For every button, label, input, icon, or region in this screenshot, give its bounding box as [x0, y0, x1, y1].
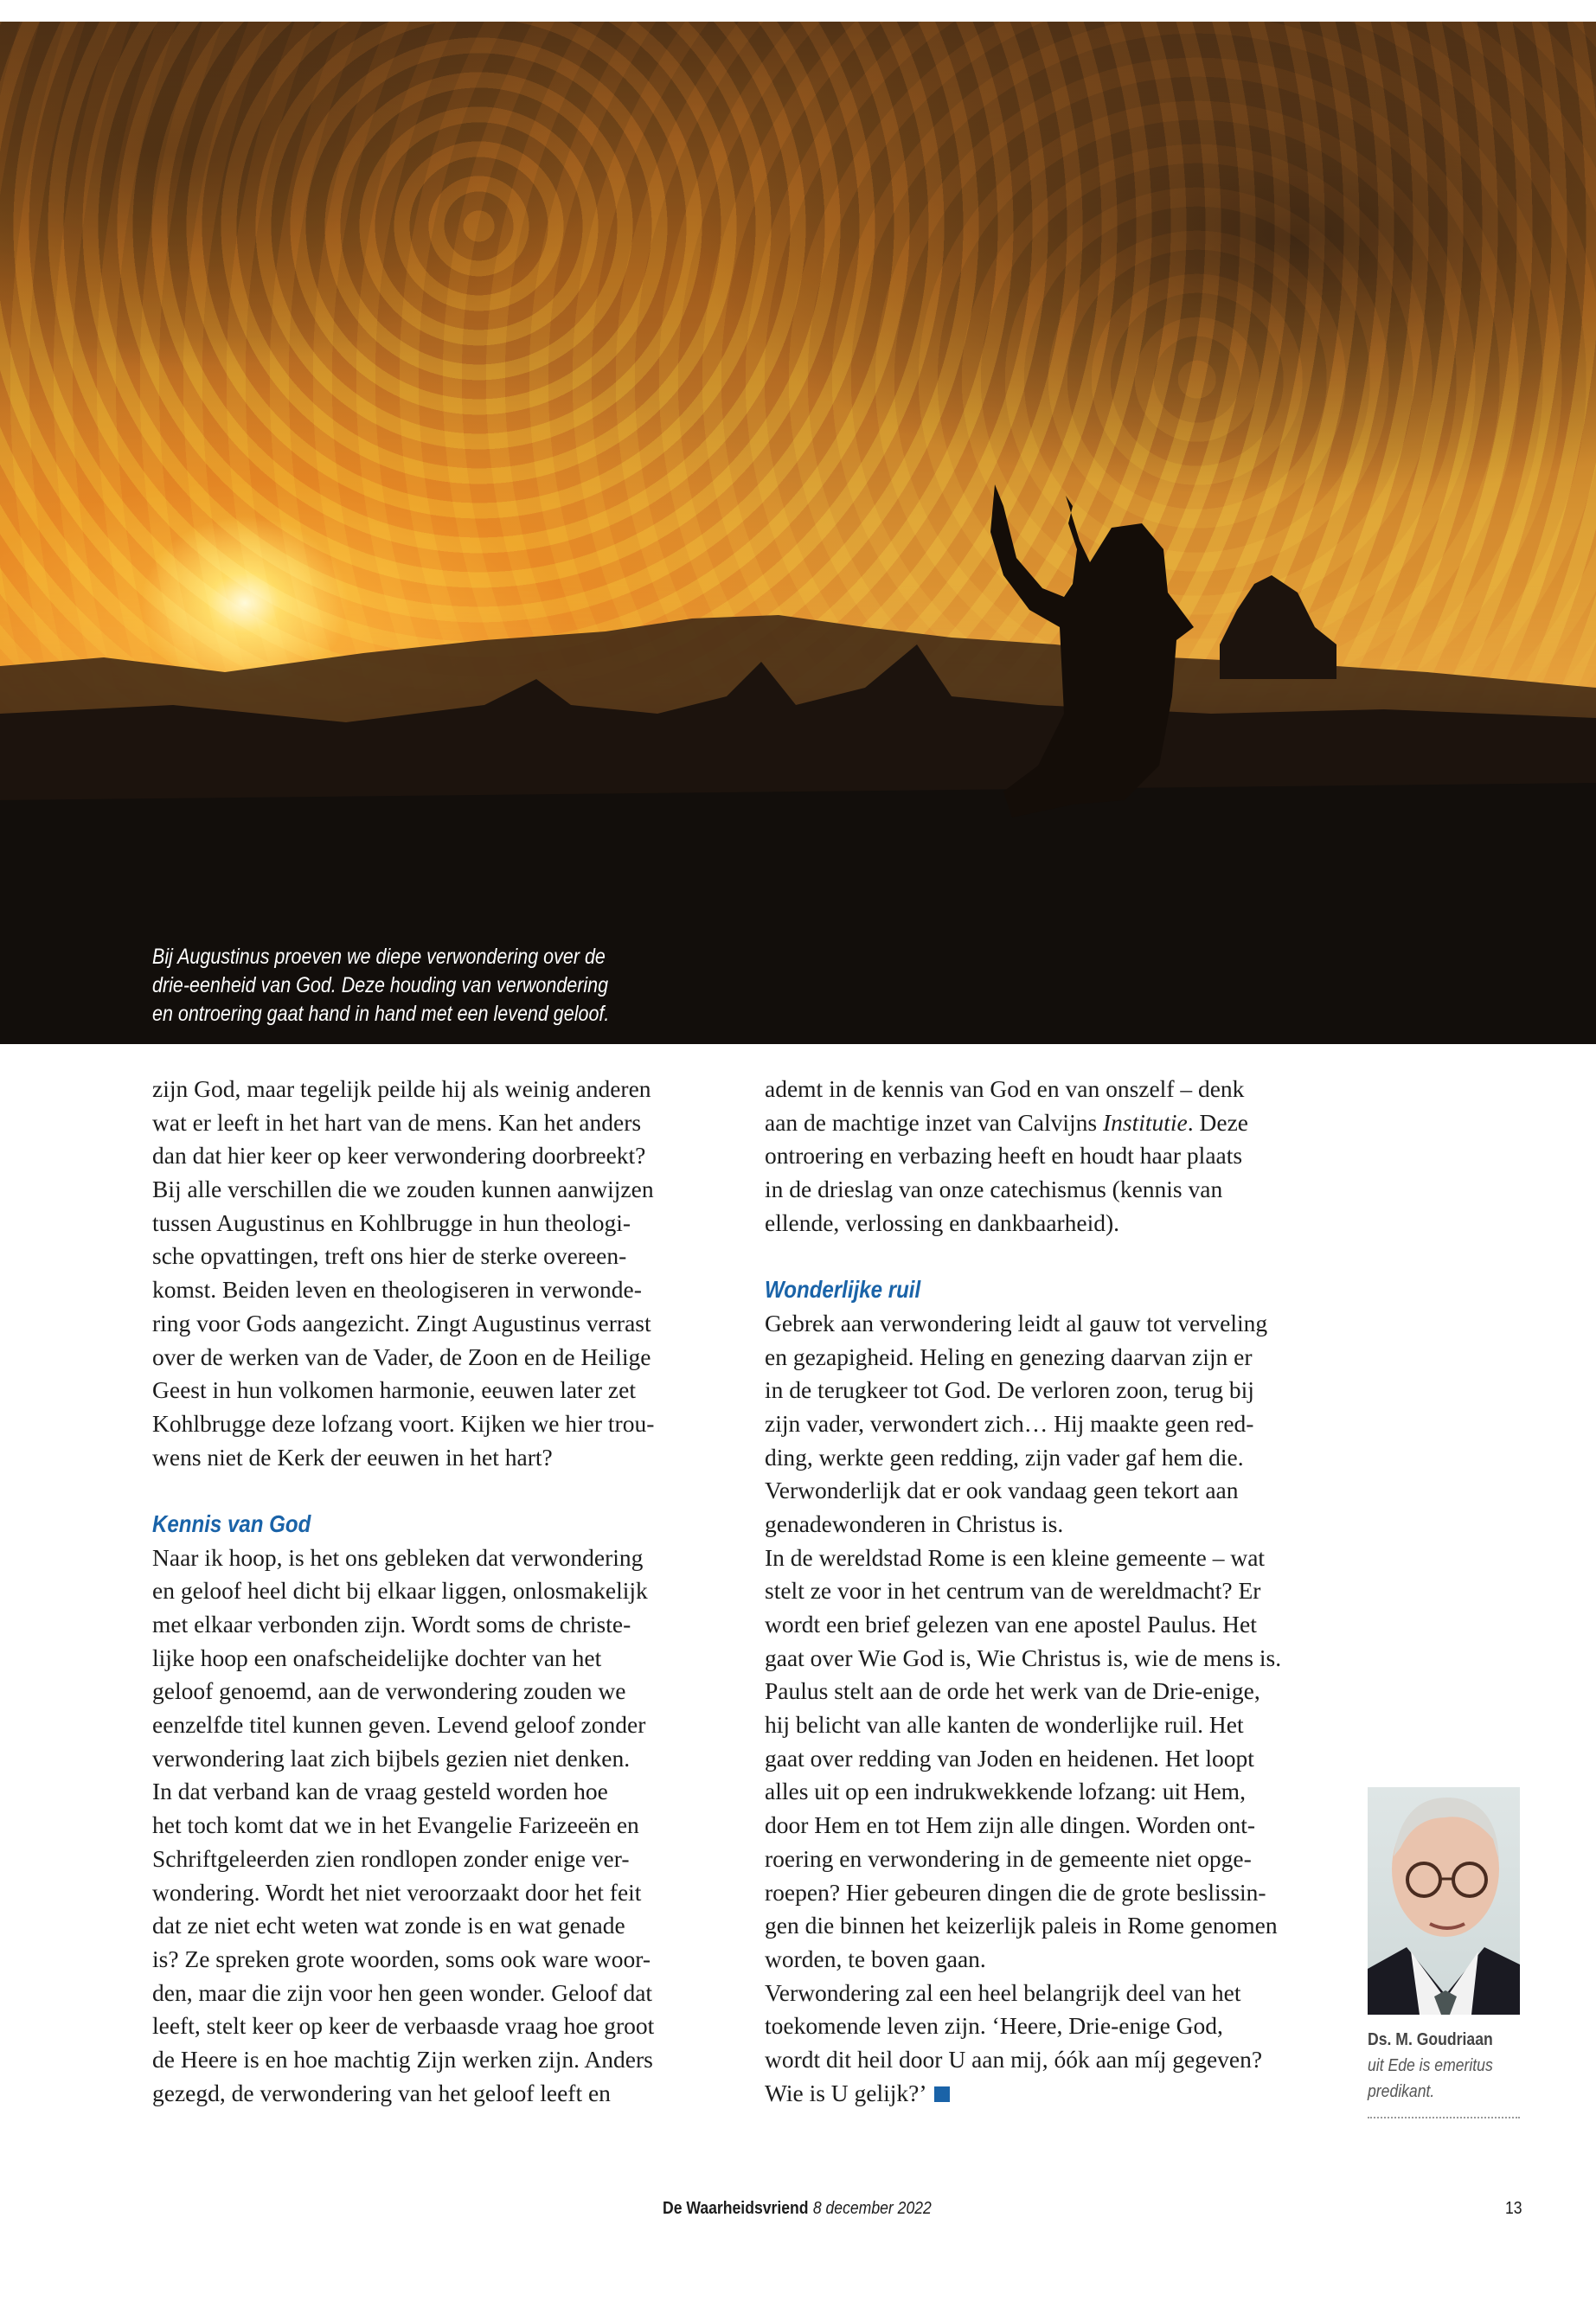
text-line [765, 1173, 1281, 1207]
text-line [765, 1675, 1281, 1708]
text-segment: Naar ik hoop, is het ons gebleken dat verwondering [152, 1543, 644, 1571]
text-line [152, 1173, 654, 1207]
caption-line: Bij Augustinus proeven we diepe verwondering over de [152, 945, 606, 969]
article-column-right [765, 1073, 1281, 2110]
text-line [765, 1106, 1281, 1140]
caption-line: drie-eenheid van God. Deze houding van verwondering [152, 973, 609, 997]
text-segment: stelt ze voor in het centrum van de wereldmacht? Er [765, 1577, 1261, 1605]
text-line [765, 1708, 1281, 1742]
text-line [765, 1441, 1281, 1475]
text-segment: dan dat hier keer op keer verwondering doorbreekt? [152, 1142, 646, 1170]
text-line [765, 1876, 1281, 1910]
text-segment: de Heere is en hoe machtig Zijn werken zijn. Anders [152, 2045, 653, 2073]
text-segment: in de terugkeer tot God. De verloren zoon, terug bij [765, 1376, 1254, 1404]
author-description: uit Ede is emeritus [1368, 2056, 1493, 2075]
text-line [765, 1809, 1281, 1843]
text-line [765, 1574, 1281, 1608]
paragraph [765, 1307, 1281, 2111]
text-line [765, 1943, 1281, 1977]
text-segment: komst. Beiden leven en theologiseren in verwonde- [152, 1276, 642, 1304]
text-segment: Geest in hun volkomen harmonie, eeuwen later zet [152, 1376, 636, 1404]
author-bio [1368, 2027, 1493, 2105]
text-line [152, 1742, 654, 1776]
text-line [152, 1843, 654, 1876]
text-segment: Kohlbrugge deze lofzang voort. Kijken we hier trou- [152, 1409, 655, 1437]
text-line [152, 1106, 654, 1140]
text-line [152, 1073, 654, 1106]
text-segment: hij belicht van alle kanten de wonderlijke ruil. Het [765, 1711, 1244, 1739]
text-line [152, 1675, 654, 1708]
photo-caption [152, 943, 609, 1029]
paragraph-spacer [152, 1474, 654, 1508]
text-line [152, 1374, 654, 1407]
text-line [152, 1708, 654, 1742]
text-line [765, 1843, 1281, 1876]
text-segment: Schriftgeleerden zien rondlopen zonder enige ver- [152, 1844, 630, 1872]
text-segment: gaat over Wie God is, Wie Christus is, wie de mens is. [765, 1644, 1282, 1671]
text-segment: worden, te boven gaan. [765, 1945, 986, 1972]
text-segment: wat er leeft in het hart van de mens. Kan het anders [152, 1108, 642, 1136]
text-line [152, 1207, 654, 1240]
text-segment: sche opvattingen, treft ons hier de sterke overeen- [152, 1242, 627, 1270]
text-segment: over de werken van de Vader, de Zoon en de Heilige [152, 1343, 651, 1370]
text-segment: in de drieslag van onze catechismus (kennis van [765, 1176, 1223, 1203]
text-line [765, 1207, 1281, 1240]
text-segment: roepen? Hier gebeuren dingen die de grote beslissin- [765, 1878, 1266, 1906]
text-segment: geloof genoemd, aan de verwondering zouden we [152, 1677, 626, 1705]
text-segment: aan de machtige inzet van Calvijns [765, 1108, 1103, 1136]
text-segment: leeft, stelt keer op keer de verbaasde vraag hoe groot [152, 2012, 655, 2040]
text-segment: gen die binnen het keizerlijk paleis in Rome genomen [765, 1912, 1278, 1939]
text-segment: zijn God, maar tegelijk peilde hij als weinig anderen [152, 1075, 651, 1102]
text-segment: ellende, verlossing en dankbaarheid). [765, 1208, 1120, 1236]
text-segment: zijn vader, verwondert zich… Hij maakte geen red- [765, 1409, 1254, 1437]
paragraph [765, 1073, 1281, 1240]
text-segment: genadewonderen in Christus is. [765, 1509, 1064, 1537]
text-line [765, 1307, 1281, 1341]
author-name: Ds. M. Goudriaan [1368, 2030, 1493, 2049]
text-line [152, 1775, 654, 1809]
text-segment: toekomende leven zijn. ‘Heere, Drie-enige God, [765, 2012, 1223, 2040]
text-line [765, 1073, 1281, 1106]
text-segment: wondering. Wordt het niet veroorzaakt door het feit [152, 1878, 642, 1906]
text-line [765, 2077, 1281, 2111]
text-line [152, 1441, 654, 1475]
text-line [765, 1742, 1281, 1776]
text-line [765, 1608, 1281, 1642]
text-line [765, 2043, 1281, 2077]
section-heading: Wonderlijke ruil [765, 1276, 921, 1304]
landscape-silhouette [0, 22, 1596, 1044]
text-segment: Gebrek aan verwondering leidt al gauw tot verveling [765, 1309, 1268, 1336]
caption-line: en ontroering gaat hand in hand met een levend geloof. [152, 1002, 610, 1026]
author-description: predikant. [1368, 2082, 1435, 2101]
text-line [152, 1977, 654, 2010]
text-segment: gaat over redding van Joden en heidenen. Het loopt [765, 1744, 1254, 1772]
italic-title: Institutie [1102, 1108, 1188, 1136]
text-line [765, 1407, 1281, 1441]
text-segment: den, maar die zijn voor hen geen wonder. Geloof dat [152, 1978, 653, 2006]
author-photo [1368, 1787, 1520, 2015]
text-segment: In dat verband kan de vraag gesteld worden hoe [152, 1778, 608, 1805]
text-line [765, 1341, 1281, 1375]
text-line [152, 2009, 654, 2043]
text-segment: en gezapigheid. Heling en genezing daarvan zijn er [765, 1343, 1253, 1370]
paragraph-spacer [765, 1240, 1281, 1273]
text-line [152, 1240, 654, 1273]
end-of-article-icon [934, 2086, 950, 2102]
text-line [152, 1341, 654, 1375]
footer-publication [663, 2199, 932, 2219]
article-column-left [152, 1073, 654, 2110]
text-line [152, 1307, 654, 1341]
paragraph [152, 1541, 654, 2111]
text-segment: Bij alle verschillen die we zouden kunnen aanwijzen [152, 1176, 654, 1203]
text-segment: ademt in de kennis van God en van onszelf – denk [765, 1075, 1245, 1102]
page-number: 13 [1505, 2199, 1522, 2218]
publication-name: De Waarheidsvriend [663, 2199, 809, 2218]
text-segment: verwondering laat zich bijbels gezien niet denken. [152, 1744, 631, 1772]
text-segment: ring voor Gods aangezicht. Zingt Augustinus verrast [152, 1309, 651, 1336]
text-segment: Wie is U gelijk?’ [765, 2079, 927, 2106]
section-heading: Kennis van God [152, 1509, 311, 1537]
text-segment: Verwondering zal een heel belangrijk deel van het [765, 1978, 1241, 2006]
author-portrait [1368, 1787, 1520, 2015]
text-segment: . Deze [1187, 1108, 1248, 1136]
text-line [765, 1541, 1281, 1575]
text-line [152, 1909, 654, 1943]
text-line [765, 1775, 1281, 1809]
text-segment: wordt dit heil door U aan mij, óók aan míj gegeven? [765, 2045, 1263, 2073]
text-segment: eenzelfde titel kunnen geven. Levend geloof zonder [152, 1711, 646, 1739]
text-line [152, 1273, 654, 1307]
text-line [765, 1508, 1281, 1541]
text-segment: gezegd, de verwondering van het geloof leeft en [152, 2079, 611, 2106]
text-line [152, 1876, 654, 1910]
text-line [765, 1642, 1281, 1676]
text-line [765, 1977, 1281, 2010]
text-segment: Verwonderlijk dat er ook vandaag geen tekort aan [765, 1477, 1239, 1504]
text-line [765, 2009, 1281, 2043]
text-segment: is? Ze spreken grote woorden, soms ook ware woor- [152, 1945, 651, 1972]
text-segment: alles uit op een indrukwekkende lofzang: uit Hem, [765, 1778, 1246, 1805]
text-segment: wordt een brief gelezen van ene apostel Paulus. Het [765, 1611, 1257, 1638]
text-segment: tussen Augustinus en Kohlbrugge in hun theologi- [152, 1208, 631, 1236]
text-line [152, 1541, 654, 1575]
text-segment: ontroering en verbazing heeft en houdt haar plaats [765, 1142, 1243, 1170]
text-line [152, 1407, 654, 1441]
text-line [765, 1374, 1281, 1407]
text-line [152, 1574, 654, 1608]
divider [1368, 2117, 1520, 2118]
text-segment: wens niet de Kerk der eeuwen in het hart? [152, 1443, 553, 1471]
text-segment: met elkaar verbonden zijn. Wordt soms de christe- [152, 1611, 631, 1638]
paragraph [152, 1073, 654, 1474]
text-segment: het toch komt dat we in het Evangelie Farizeeën en [152, 1811, 639, 1839]
hero-photo [0, 22, 1596, 1044]
text-line [152, 1608, 654, 1642]
text-segment: lijke hoop een onafscheidelijke dochter van het [152, 1644, 602, 1671]
text-line [765, 1909, 1281, 1943]
text-segment: ding, werkte geen redding, zijn vader gaf hem die. [765, 1443, 1244, 1471]
text-segment: In de wereldstad Rome is een kleine gemeente – wat [765, 1543, 1266, 1571]
text-segment: roering en verwondering in de gemeente niet opge- [765, 1844, 1252, 1872]
publication-date: 8 december 2022 [812, 2199, 932, 2218]
text-segment: door Hem en tot Hem zijn alle dingen. Worden ont- [765, 1811, 1255, 1839]
text-line [152, 2043, 654, 2077]
text-segment: dat ze niet echt weten wat zonde is en wat genade [152, 1912, 625, 1939]
text-line [765, 1474, 1281, 1508]
text-line [152, 1943, 654, 1977]
text-segment: en geloof heel dicht bij elkaar liggen, onlosmakelijk [152, 1577, 648, 1605]
text-line [152, 1809, 654, 1843]
text-segment: Paulus stelt aan de orde het werk van de Drie-enige, [765, 1677, 1260, 1705]
text-line [152, 2077, 654, 2111]
text-line [152, 1642, 654, 1676]
text-line [152, 1139, 654, 1173]
text-line [765, 1139, 1281, 1173]
